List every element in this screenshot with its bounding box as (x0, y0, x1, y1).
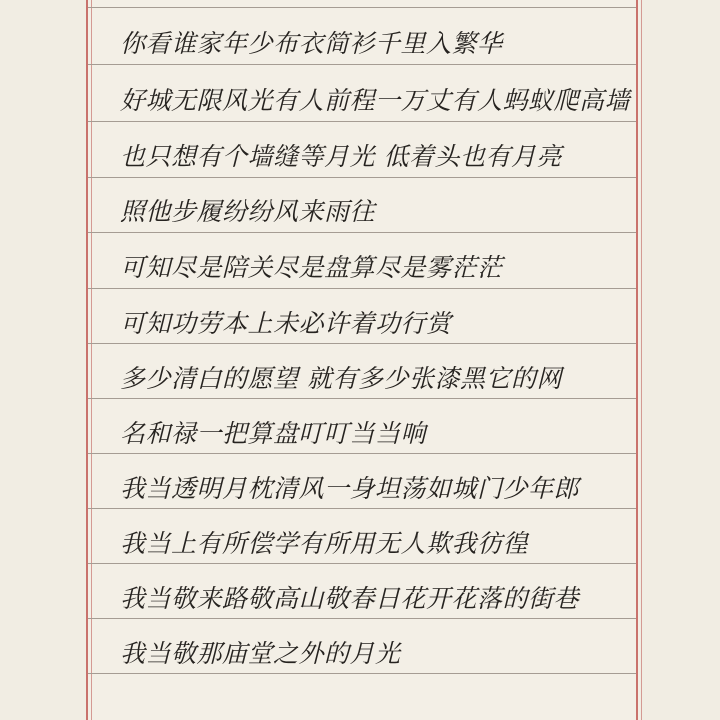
handwritten-line-8: 名和禄一把算盘叮叮当当响 (120, 419, 427, 448)
left-margin-rule (86, 0, 88, 720)
handwritten-line-3: 也只想有个墙缝等月光 低着头也有月亮 (120, 142, 562, 171)
handwritten-line-12: 我当敬那庙堂之外的月光 (120, 639, 401, 668)
right-margin (640, 0, 720, 720)
right-margin-rule-inner (641, 0, 642, 720)
ruled-line (88, 7, 636, 8)
handwritten-line-4: 照他步履纷纷风来雨往 (120, 197, 376, 226)
handwritten-line-6: 可知功劳本上未必许着功行赏 (120, 309, 452, 338)
handwritten-line-2: 好城无限风光有人前程一万丈有人蚂蚁爬高墙 (120, 86, 631, 115)
left-margin-rule-inner (91, 0, 92, 720)
handwritten-line-9: 我当透明月枕清风一身坦荡如城门少年郎 (120, 474, 580, 503)
handwritten-line-11: 我当敬来路敬高山敬春日花开花落的街巷 (120, 584, 580, 613)
handwritten-line-1: 你看谁家年少布衣简衫千里入繁华 (120, 29, 503, 58)
handwritten-line-10: 我当上有所偿学有所用无人欺我彷徨 (120, 529, 529, 558)
handwritten-line-5: 可知尽是陪关尽是盘算尽是雾茫茫 (120, 253, 503, 282)
handwritten-line-7: 多少清白的愿望 就有多少张漆黑它的网 (120, 364, 562, 393)
left-margin (0, 0, 86, 720)
